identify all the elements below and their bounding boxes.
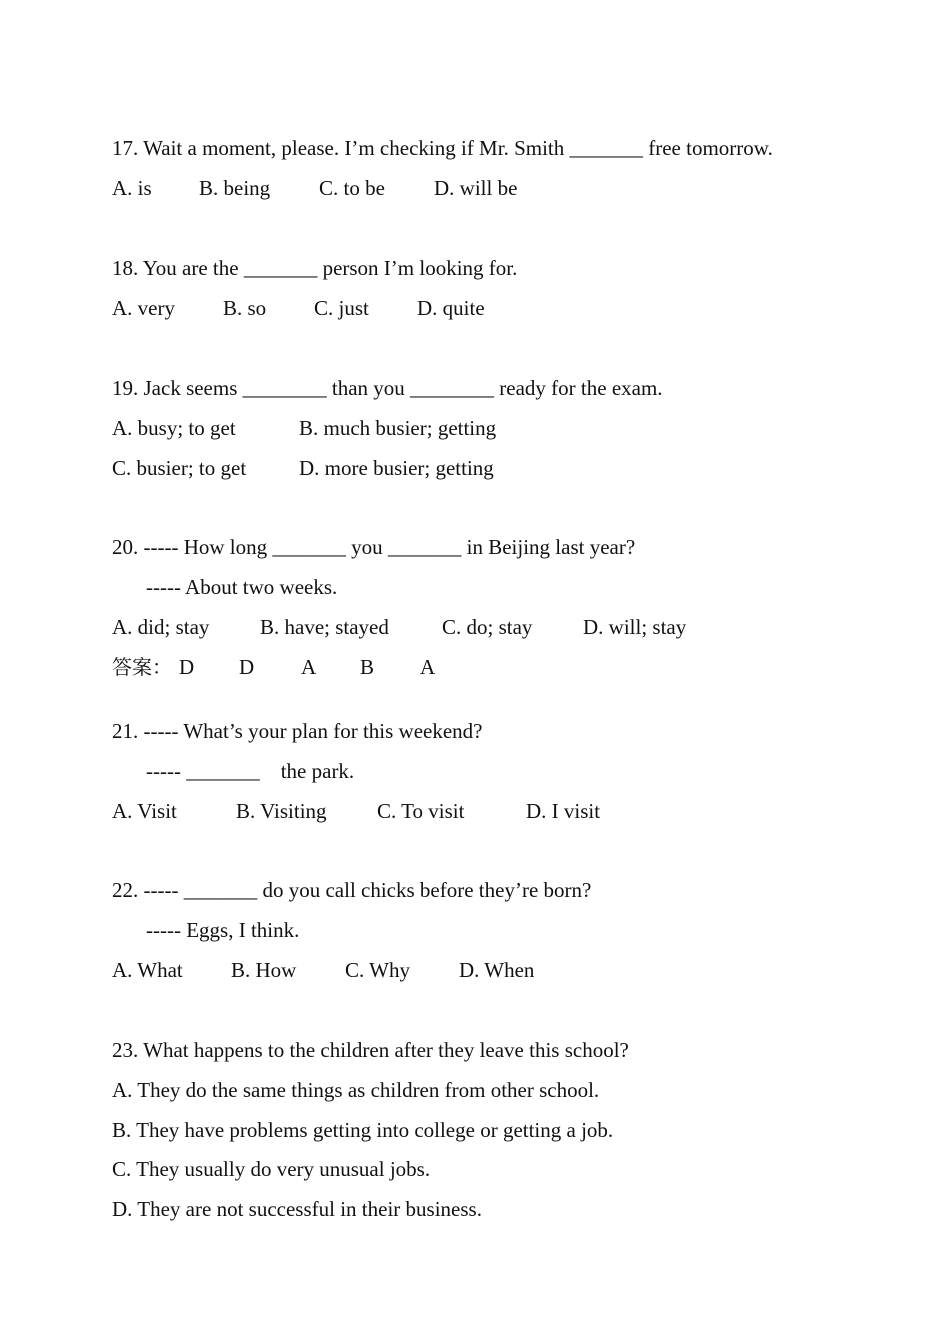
question-17-stem: 17. Wait a moment, please. I’m checking if Mr. Smith _______ free tomorrow. (112, 136, 773, 160)
q17-option-b: B. being (199, 176, 271, 200)
q21-option-b: B. Visiting (236, 799, 327, 823)
q17-option-d: D. will be (434, 176, 518, 200)
q23-option-a: A. They do the same things as children from other school. (112, 1078, 600, 1102)
answer-key-item: B (360, 655, 375, 679)
q17-option-c: C. to be (319, 176, 385, 200)
q23-option-c: C. They usually do very unusual jobs. (112, 1157, 431, 1181)
q21-option-d: D. I visit (526, 799, 601, 823)
question-20-reply: ----- About two weeks. (146, 575, 338, 599)
q18-option-b: B. so (223, 296, 267, 320)
q19-option-d: D. more busier; getting (299, 456, 494, 480)
q22-option-a: A. What (112, 958, 183, 982)
q18-option-d: D. quite (417, 296, 485, 320)
q20-option-c: C. do; stay (442, 615, 533, 639)
answer-key-item: D (239, 655, 255, 679)
q20-option-b: B. have; stayed (260, 615, 389, 639)
q19-option-c: C. busier; to get (112, 456, 247, 480)
q18-option-a: A. very (112, 296, 175, 320)
q22-option-b: B. How (231, 958, 297, 982)
q21-option-a: A. Visit (112, 799, 177, 823)
q23-option-d: D. They are not successful in their business. (112, 1197, 482, 1221)
answer-key-item: A (420, 655, 436, 679)
q20-option-d: D. will; stay (583, 615, 687, 639)
q19-option-b: B. much busier; getting (299, 416, 497, 440)
answer-key-item: A (301, 655, 317, 679)
question-20-stem: 20. ----- How long _______ you _______ in Beijing last year? (112, 535, 636, 559)
q22-option-d: D. When (459, 958, 535, 982)
q21-option-c: C. To visit (377, 799, 465, 823)
q17-option-a: A. is (112, 176, 152, 200)
question-18-stem: 18. You are the _______ person I’m looking for. (112, 256, 518, 280)
q20-option-a: A. did; stay (112, 615, 210, 639)
answer-key-label: 答案： (112, 655, 172, 679)
q22-option-c: C. Why (345, 958, 410, 982)
q23-option-b: B. They have problems getting into college or getting a job. (112, 1118, 614, 1142)
question-19-stem: 19. Jack seems ________ than you ________ ready for the exam. (112, 376, 663, 400)
answer-key-item: D (179, 655, 195, 679)
question-22-stem: 22. ----- _______ do you call chicks before they’re born? (112, 878, 592, 902)
question-23-stem: 23. What happens to the children after they leave this school? (112, 1038, 629, 1062)
question-22-reply: ----- Eggs, I think. (146, 918, 300, 942)
question-21-reply: ----- _______ the park. (146, 759, 355, 783)
question-21-stem: 21. ----- What’s your plan for this weekend? (112, 719, 483, 743)
q18-option-c: C. just (314, 296, 369, 320)
q19-option-a: A. busy; to get (112, 416, 236, 440)
